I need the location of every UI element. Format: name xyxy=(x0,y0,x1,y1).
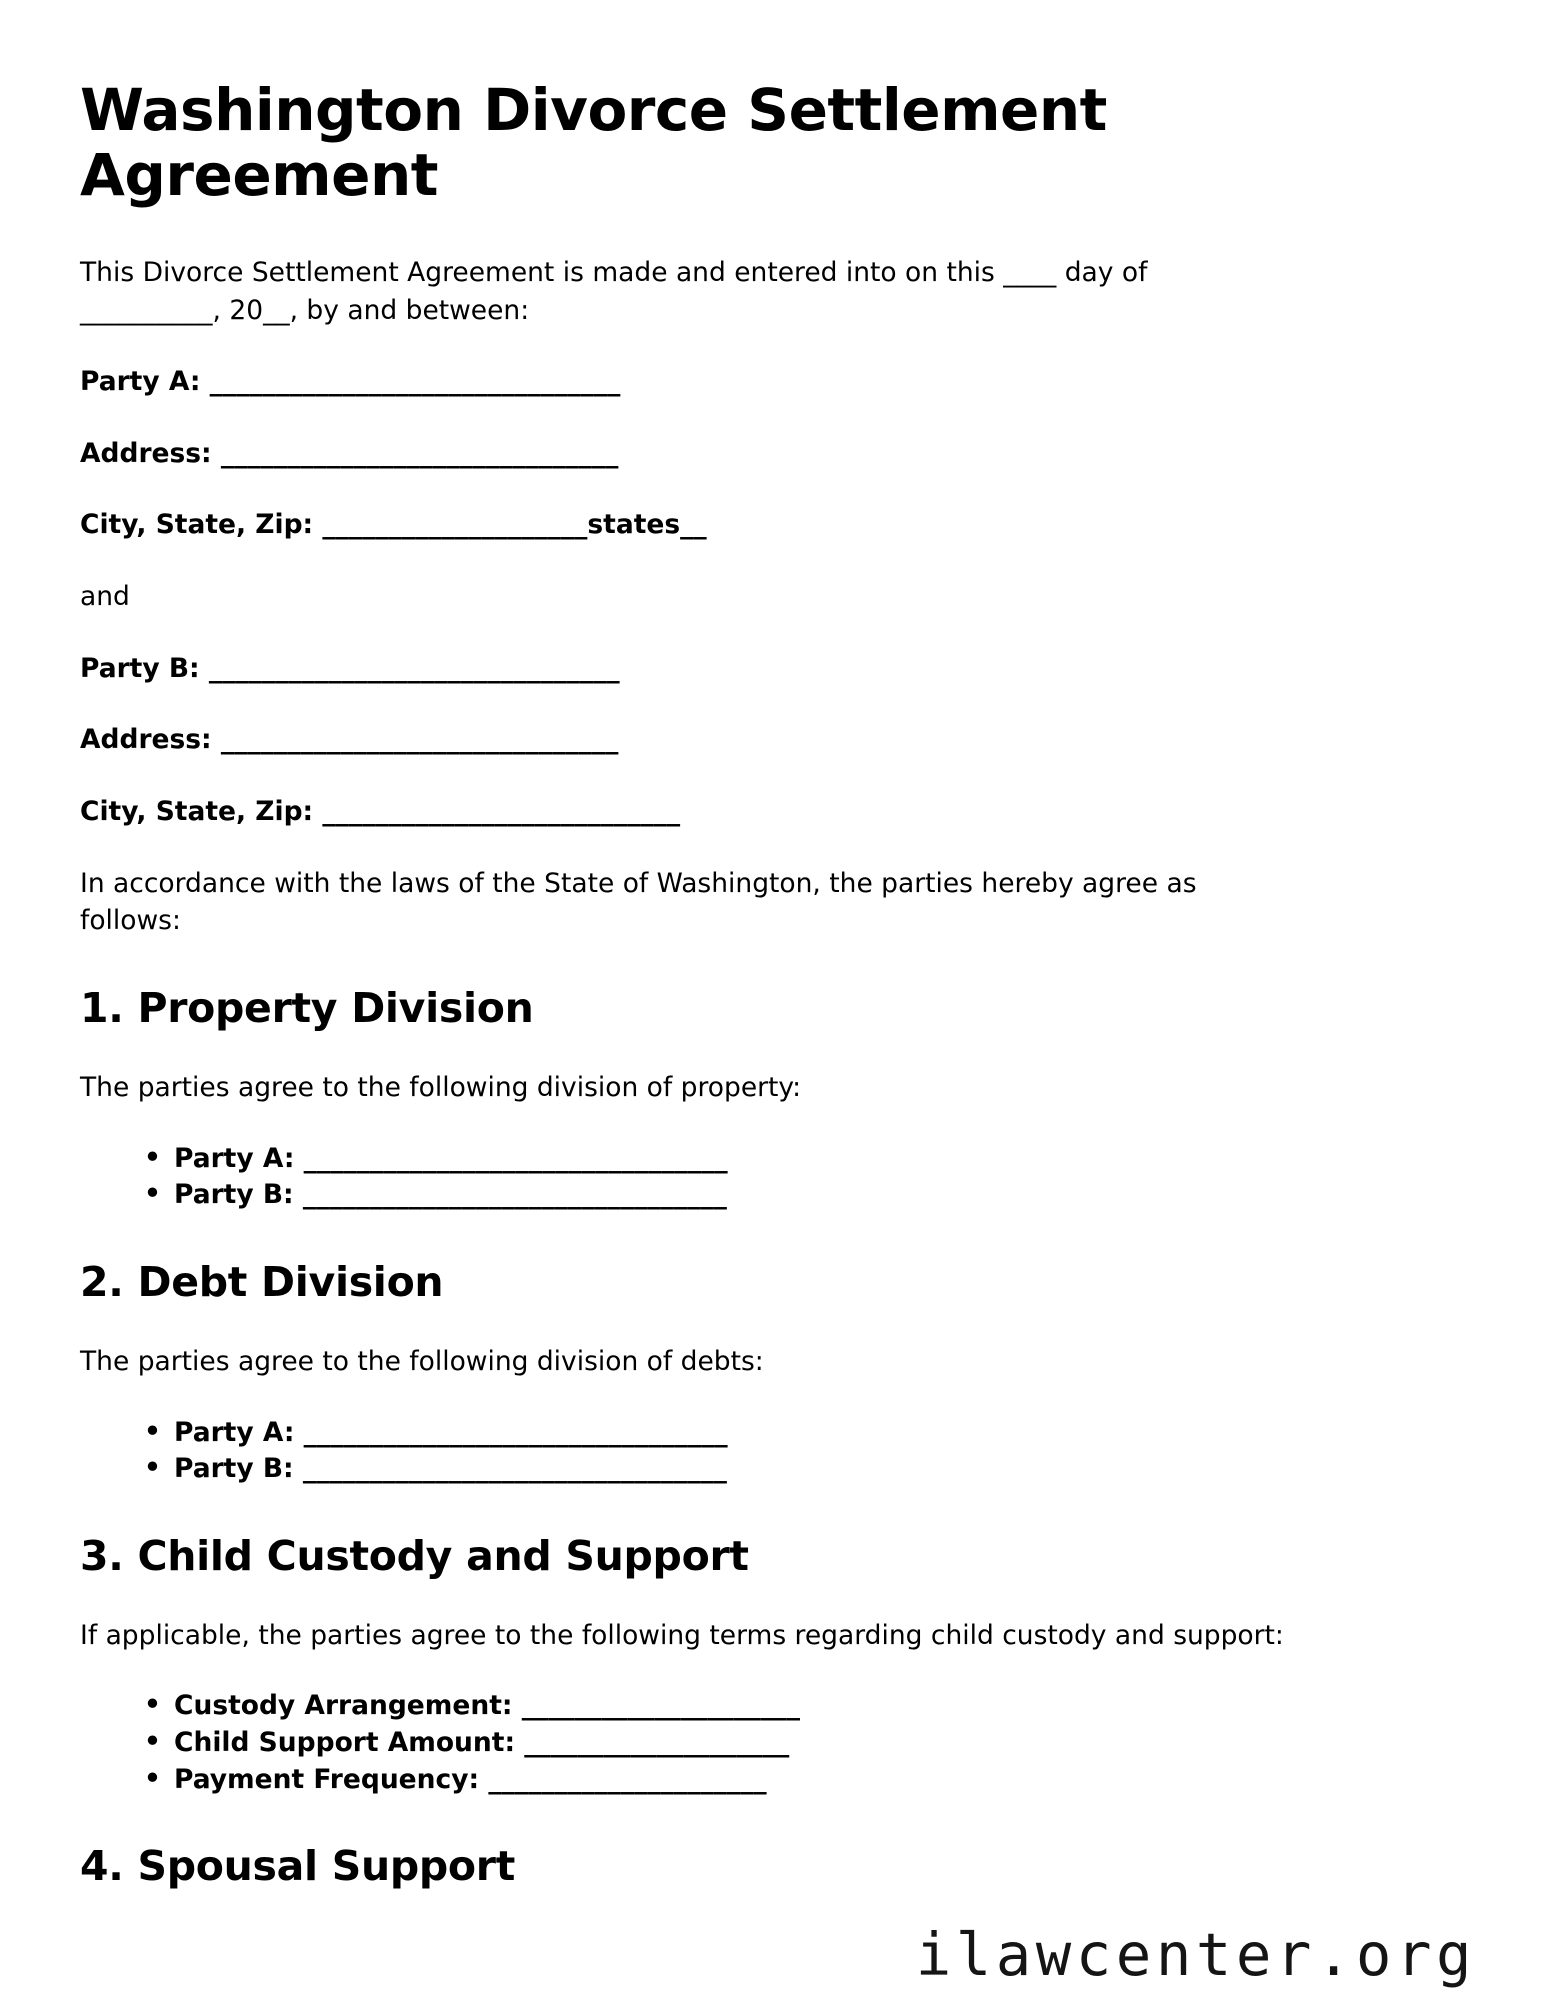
party-b-city-label: City, State, Zip: xyxy=(80,795,314,827)
section-bullets-1 xyxy=(80,1141,1474,1214)
section-heading-1: 1. Property Division xyxy=(80,983,534,1032)
list-item xyxy=(140,1762,1474,1799)
party-b-address-label: Address: xyxy=(80,724,212,756)
party-a-city-blank[interactable]: ____________________states__ xyxy=(313,509,707,541)
party-b-city-blank[interactable]: ___________________________ xyxy=(313,795,681,827)
list-item xyxy=(140,1177,1474,1214)
bullet-label: Custody Arrangement: xyxy=(174,1690,513,1722)
section-paragraph-1: The parties agree to the following division of property: xyxy=(80,1071,802,1103)
conjunction-and: and xyxy=(80,581,130,613)
list-item xyxy=(140,1141,1474,1178)
party-b-address-field xyxy=(80,721,1474,759)
bullet-label: Party A: xyxy=(174,1416,295,1448)
section-heading-2: 2. Debt Division xyxy=(80,1257,444,1306)
page-title: Washington Divorce Settlement Agreement xyxy=(80,76,1107,209)
bullet-label: Party A: xyxy=(174,1142,295,1174)
section-heading-3: 3. Child Custody and Support xyxy=(80,1531,749,1580)
intro-paragraph: This Divorce Settlement Agreement is made and entered into on this ____ day of __________, 20__, by and between: xyxy=(80,256,1148,326)
list-item xyxy=(140,1725,1474,1762)
list-item xyxy=(140,1688,1474,1725)
bullet-blank[interactable]: ________________________________ xyxy=(294,1142,728,1174)
list-item xyxy=(140,1415,1474,1452)
party-b-name-blank[interactable]: _______________________________ xyxy=(199,652,620,684)
party-a-name-field xyxy=(80,363,1474,401)
party-b-name-label: Party B: xyxy=(80,652,200,684)
site-watermark: ilawcenter.org xyxy=(915,1920,1476,1989)
party-a-name-label: Party A: xyxy=(80,366,201,398)
party-a-name-blank[interactable]: _______________________________ xyxy=(200,366,621,398)
bullet-blank[interactable]: ________________________________ xyxy=(293,1179,727,1211)
accordance-paragraph: In accordance with the laws of the State of Washington, the parties hereby agree as follows: xyxy=(80,867,1197,937)
bullet-blank[interactable]: ________________________________ xyxy=(294,1416,728,1448)
bullet-blank[interactable]: _____________________ xyxy=(512,1690,800,1722)
bullet-label: Party B: xyxy=(174,1179,294,1211)
party-a-address-blank[interactable]: ______________________________ xyxy=(211,437,619,469)
party-a-city-label: City, State, Zip: xyxy=(80,509,314,541)
party-b-address-blank[interactable]: ______________________________ xyxy=(211,724,619,756)
bullet-blank[interactable]: ____________________ xyxy=(515,1727,790,1759)
party-a-address-label: Address: xyxy=(80,437,212,469)
party-a-address-field xyxy=(80,435,1474,473)
section-paragraph-2: The parties agree to the following division of debts: xyxy=(80,1345,764,1377)
section-bullets-3 xyxy=(80,1688,1474,1798)
bullet-label: Payment Frequency: xyxy=(174,1763,480,1795)
section-heading-4: 4. Spousal Support xyxy=(80,1842,516,1891)
bullet-blank[interactable]: _____________________ xyxy=(479,1763,767,1795)
bullet-blank[interactable]: ________________________________ xyxy=(293,1453,727,1485)
section-bullets-2 xyxy=(80,1415,1474,1488)
party-a-city-field xyxy=(80,506,1474,544)
party-b-name-field xyxy=(80,650,1474,688)
section-paragraph-3: If applicable, the parties agree to the following terms regarding child custody and support: xyxy=(80,1619,1284,1651)
bullet-label: Child Support Amount: xyxy=(174,1727,516,1759)
bullet-label: Party B: xyxy=(174,1453,294,1485)
party-b-city-field xyxy=(80,793,1474,831)
list-item xyxy=(140,1451,1474,1488)
